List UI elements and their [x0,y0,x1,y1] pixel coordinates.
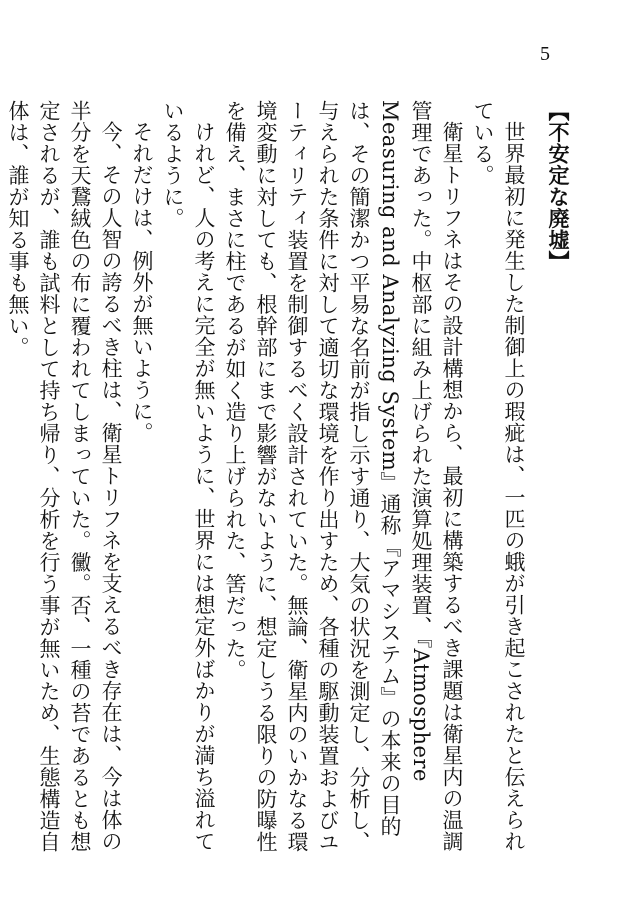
paragraph: それだけは、例外が無いように。 [130,121,154,444]
section-heading: 【不安定な廃墟】 [546,100,571,272]
paragraph: 衛星トリフネはその設計構想から、最初に構築するべき課題は衛星内の温調管理であった。中枢部に組み上げられた演算処理装置、『Atmosphere Measuring and Analyzing System』通称『アマシステム』の本来の目的は、その簡潔かつ平易な名前が指し示す通り、大気の状況を測定し、分析し、与えられた条件に対して適切な環境を作り出すため、各種の駆動装置およびユーティリティ装置を制御するべく設計されていた。無論、衛星内のいかなる環境変動に対しても、根幹部にまで影響がないように、想定しうる限りの防曝性を備え、まさに柱であるが如く造り上げられた、筈だった。 [223,100,464,853]
paragraph: 今、その人智の誇るべき柱は、衛星トリフネを支えるべき存在は、今は体の半分を天鵞絨色の布に覆われてしまっていた。黴。否、一種の苔であるとも想定されるが、誰も試料として持ち帰り、分析を行う事が無いため、生態構造自体は、誰が知る事も無い。 [6,100,123,853]
vertical-text-body [6,100,574,860]
page-number: 5 [540,43,550,65]
paragraph: 世界最初に発生した制御上の瑕疵は、一匹の蛾が引き起こされたと伝えられている。 [471,100,526,852]
paragraph: けれど、人の考えに完全が無いように、世界には想定外ばかりが満ち溢れているように。 [161,100,216,852]
